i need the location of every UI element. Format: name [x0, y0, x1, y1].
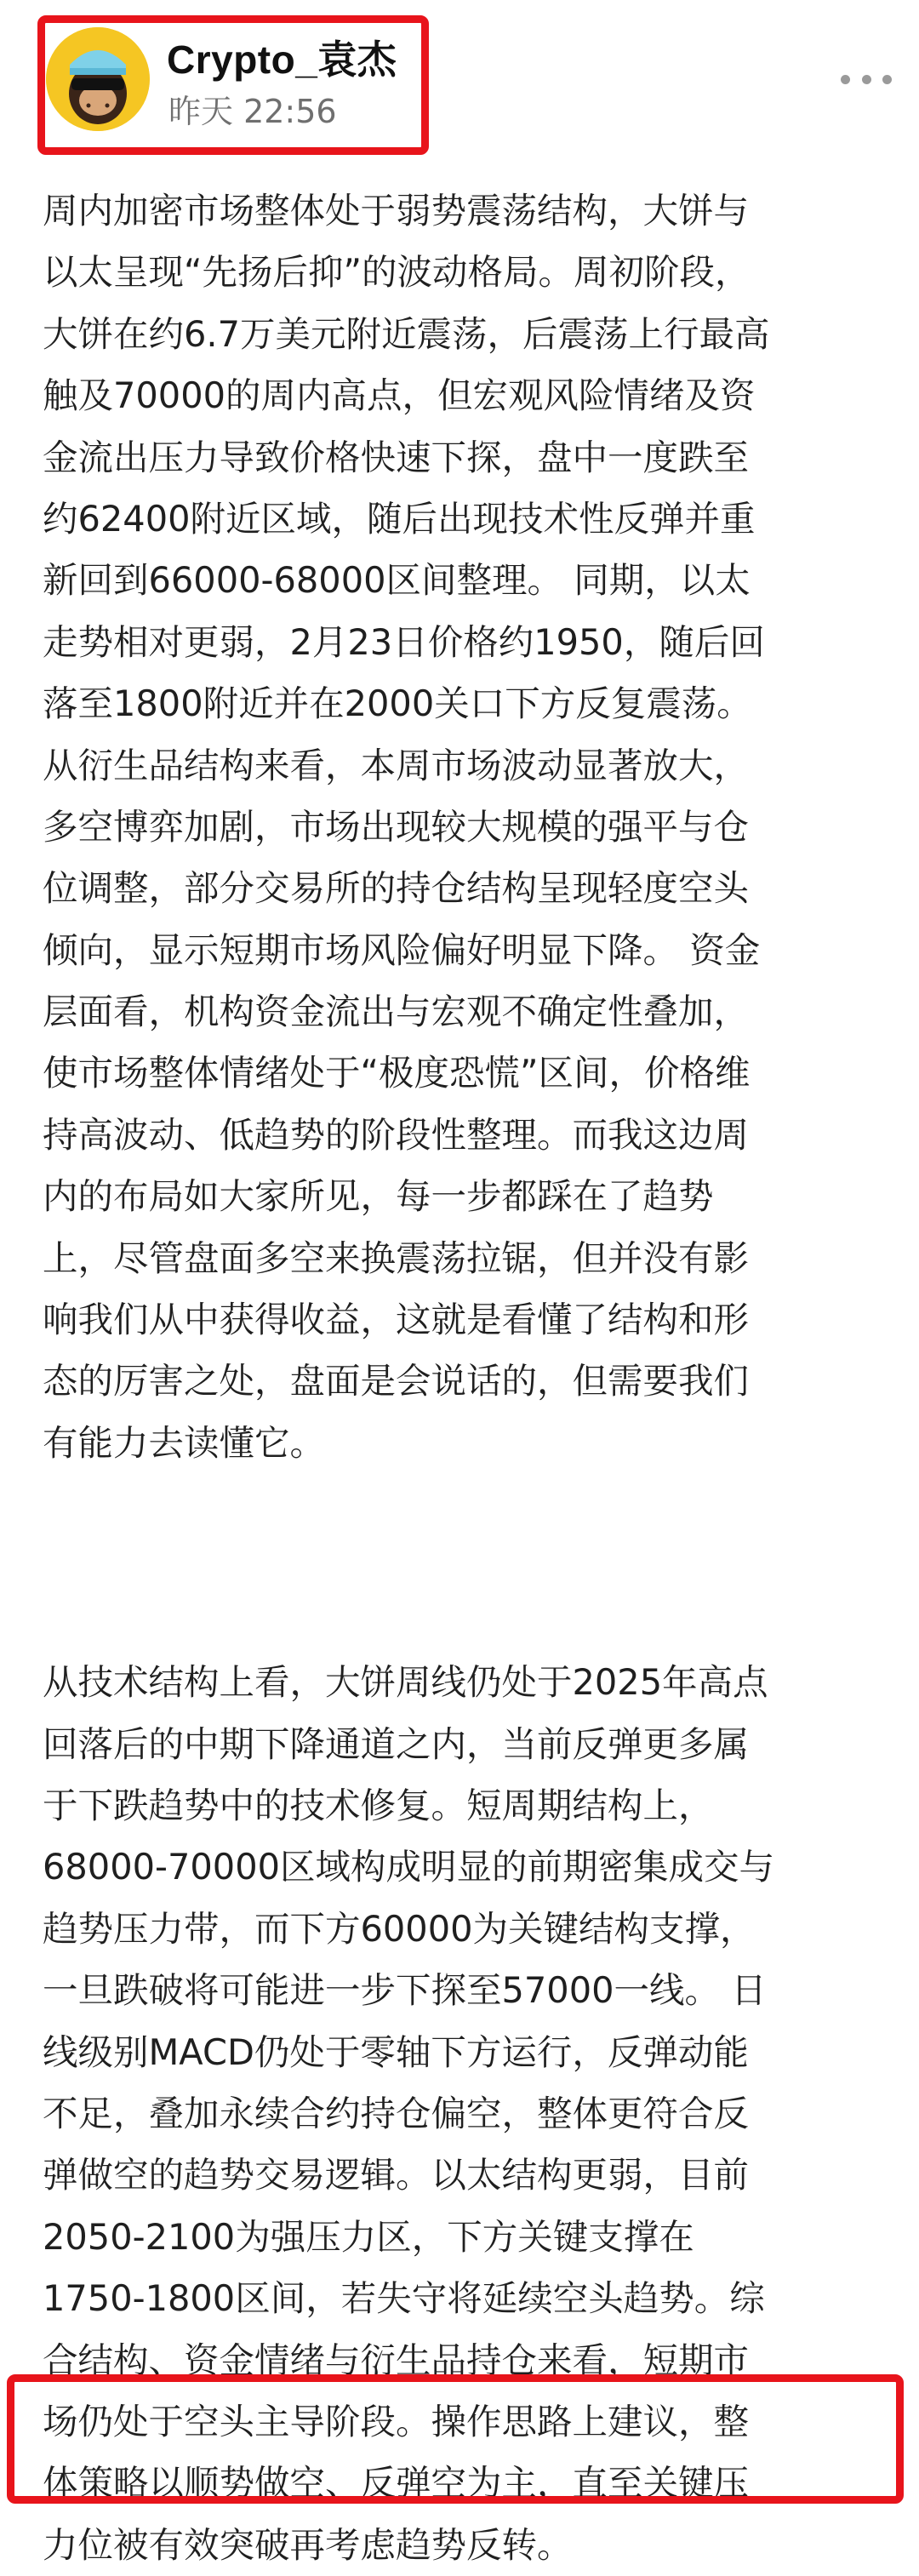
text-line: 以太呈现“先扬后抑”的波动格局。周初阶段， [43, 251, 751, 294]
text-line: 大饼在约6.7万美元附近震荡，后震荡上行最高 [43, 312, 770, 355]
text-line: 68000-70000区域构成明显的前期密集成交与 [43, 1846, 775, 1888]
text-line: 弹做空的趋势交易逻辑。以太结构更弱，目前 [43, 2154, 750, 2196]
text-line: 不足，叠加永续合约持仓偏空，整体更符合反 [43, 2092, 750, 2134]
text-line: 周内加密市场整体处于弱势震荡结构，大饼与 [43, 190, 750, 231]
conclusion-highlight-box [7, 2374, 904, 2504]
text-line: 有能力去读懂它。 [43, 1421, 326, 1464]
text-line: 层面看，机构资金流出与宏观不确定性叠加， [43, 991, 750, 1033]
more-dots-icon [862, 75, 871, 84]
text-line: 金流出压力导致价格快速下探，盘中一度跌至 [43, 436, 750, 478]
header-highlight-box [37, 15, 429, 155]
more-options-button[interactable] [841, 66, 892, 92]
text-line: 回落后的中期下降通道之内，当前反弹更多属 [43, 1722, 750, 1765]
text-line: 体策略以顺势做空、反弹空为主，直至关键压 [43, 2462, 750, 2505]
author-name[interactable]: Crypto_袁杰 [167, 37, 397, 82]
more-dots-icon [882, 75, 892, 84]
text-line: 上，尽管盘面多空来换震荡拉锯，但并没有影 [43, 1237, 750, 1279]
text-line: 线级别MACD仍处于零轴下方运行，反弹动能 [43, 2031, 749, 2073]
text-line: 多空博弈加剧，市场出现较大规模的强平与仓 [43, 805, 750, 848]
text-line: 力位被有效突破再考虑趋势反转。 [43, 2523, 573, 2566]
text-line: 一旦跌破将可能进一步下探至57000一线。 日 [43, 1969, 767, 2012]
post-timestamp: 昨天 22:56 [168, 93, 337, 130]
text-line: 落至1800附近并在2000关口下方反复震荡。 [43, 683, 752, 725]
text-line: 响我们从中获得收益，这就是看懂了结构和形 [43, 1299, 750, 1341]
text-line: 新回到66000-68000区间整理。 同期，以太 [43, 559, 751, 602]
paragraph-1 [43, 180, 893, 1474]
text-line: 倾向，显示短期市场风险偏好明显下降。 资金 [43, 928, 761, 971]
text-line: 态的厉害之处，盘面是会说话的，但需要我们 [43, 1360, 750, 1402]
post-body [43, 180, 893, 2576]
text-line: 于下跌趋势中的技术修复。短周期结构上， [43, 1784, 714, 1826]
text-line: 2050-2100为强压力区，下方关键支撑在 [43, 2215, 694, 2258]
text-line: 场仍处于空头主导阶段。操作思路上建议，整 [43, 2400, 750, 2442]
text-line: 内的布局如大家所见，每一步都踩在了趋势 [43, 1175, 714, 1218]
text-line: 合结构、资金情绪与衍生品持仓来看，短期市 [43, 2339, 750, 2381]
text-line: 持高波动、低趋势的阶段性整理。而我这边周 [43, 1113, 750, 1156]
more-dots-icon [841, 75, 850, 84]
text-line: 趋势压力带，而下方60000为关键结构支撑， [43, 1907, 756, 1950]
paragraph-gap [43, 1474, 893, 1652]
text-line: 从技术结构上看，大饼周线仍处于2025年高点 [43, 1661, 768, 1704]
text-line: 位调整，部分交易所的持仓结构呈现轻度空头 [43, 867, 750, 910]
text-line: 使市场整体情绪处于“极度恐慌”区间，价格维 [43, 1052, 751, 1094]
text-line: 走势相对更弱，2月23日价格约1950，随后回 [43, 620, 765, 663]
text-line: 约62400附近区域，随后出现技术性反弹并重 [43, 497, 756, 540]
text-line: 从衍生品结构来看，本周市场波动显著放大， [43, 744, 750, 786]
text-line: 1750-1800区间，若失守将延续空头趋势。综 [43, 2277, 765, 2320]
text-line: 触及70000的周内高点，但宏观风险情绪及资 [43, 374, 756, 417]
